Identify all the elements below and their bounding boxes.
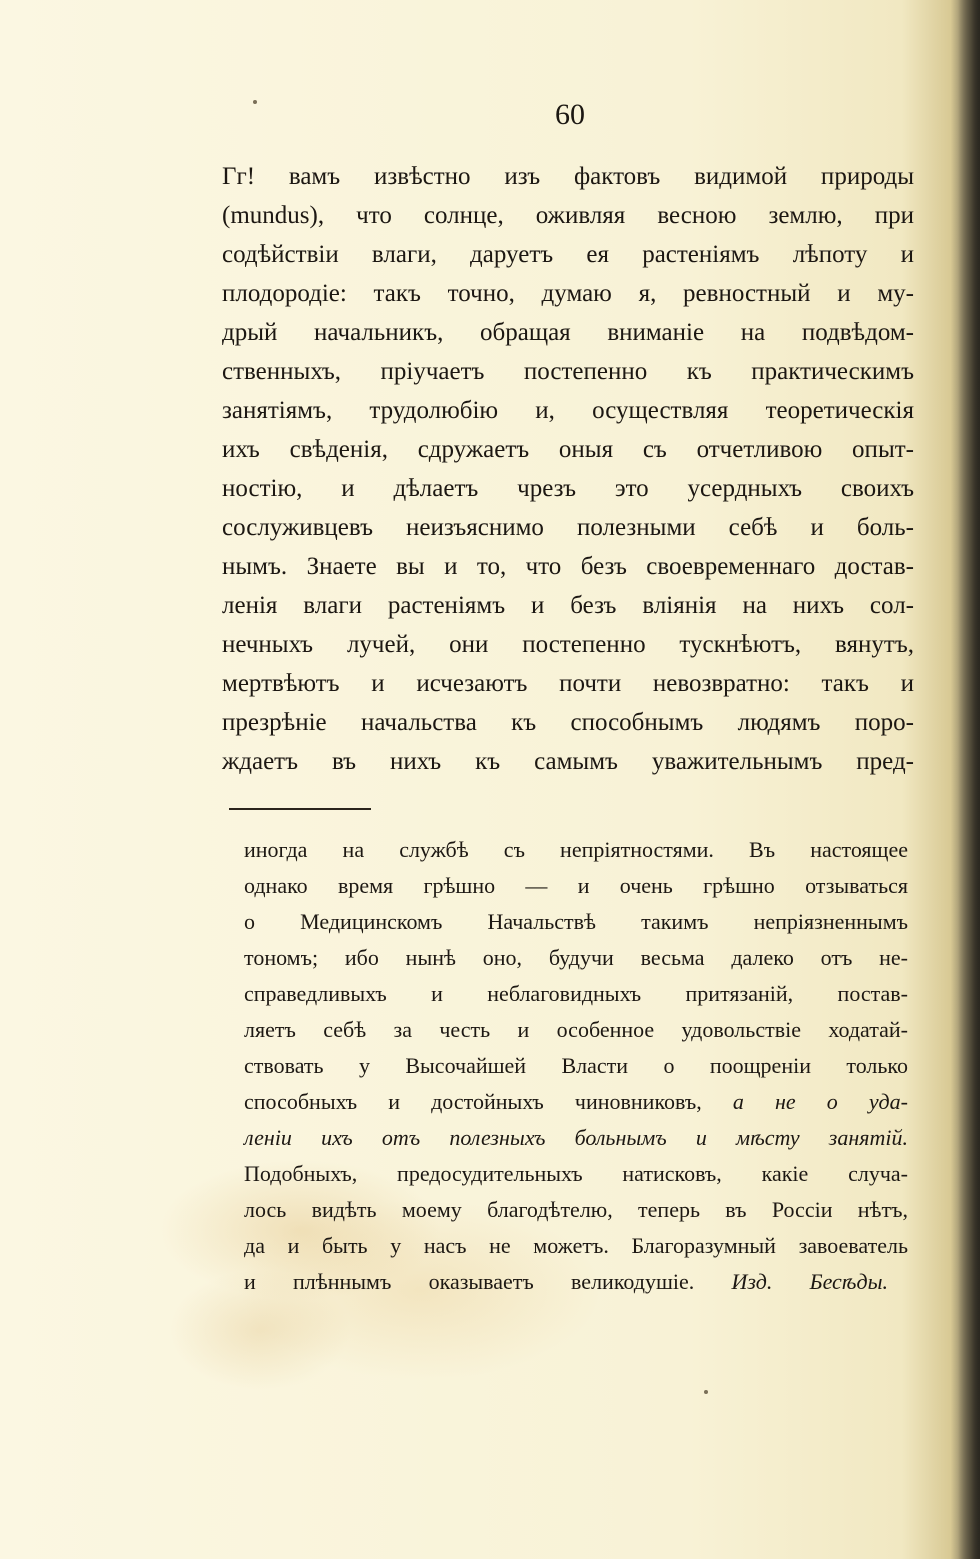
body-line: ственныхъ, пріучаетъ постепенно къ практическимъ [222, 358, 914, 385]
footnote-italic-text: а не о уда- [732, 1089, 908, 1114]
body-line: презрѣніе начальства къ способнымъ людямъ поро- [222, 709, 914, 736]
footnote-line: о Медицинскомъ Начальствѣ такимъ непріязненнымъ [244, 909, 908, 934]
body-line: ждаетъ въ нихъ къ самымъ уважительнымъ пред- [222, 748, 914, 775]
body-line: (mundus), что солнце, оживляя весною землю, при [222, 202, 914, 229]
page-spine-shadow [958, 0, 980, 1559]
body-line: сослуживцевъ неизъяснимо полезными себѣ и боль- [222, 514, 914, 541]
footnote-line: Подобныхъ, предосудительныхъ натисковъ, какіе случа- [244, 1161, 908, 1186]
body-line: ленія влаги растеніямъ и безъ вліянія на нихъ сол- [222, 592, 914, 619]
body-line: дрый начальникъ, обращая вниманіе на подвѣдом- [222, 319, 914, 346]
body-line: ихъ свѣденія, сдружаетъ оныя съ отчетливою опыт- [222, 436, 914, 463]
body-line: Гг! вамъ извѣстно изъ фактовъ видимой природы [222, 163, 914, 190]
footnote-line: иногда на службѣ съ непріятностями. Въ настоящее [244, 837, 908, 862]
footnote-text: и плѣннымъ оказываетъ великодушіе. [244, 1269, 695, 1294]
body-line: мертвѣютъ и исчезаютъ почти невозвратно: такъ и [222, 670, 914, 697]
body-line: нечныхъ лучей, они постепенно тускнѣютъ, вянутъ, [222, 631, 914, 658]
body-line: ностію, и дѣлаетъ чрезъ это усердныхъ своихъ [222, 475, 914, 502]
footnote-line: тономъ; ибо нынѣ оно, будучи весьма далеко отъ не- [244, 945, 908, 970]
body-line: занятіямъ, трудолюбію и, осуществляя теоретическія [222, 397, 914, 424]
footnote-separator [229, 808, 371, 810]
body-line: нымъ. Знаете вы и то, что безъ своевременнаго достав- [222, 553, 914, 580]
footnote-line [244, 1084, 908, 1120]
footnote-line: леніи ихъ отъ полезныхъ больнымъ и мѣсту занятій. [244, 1125, 908, 1150]
footnote-line: ствовать у Высочайшей Власти о поощреніи только [244, 1053, 908, 1078]
footnote-line: лось видѣть моему благодѣтелю, теперь въ Россіи нѣтъ, [244, 1197, 908, 1222]
ink-speck [704, 1390, 708, 1394]
page-number: 60 [555, 98, 585, 131]
footnote-line: однако время грѣшно — и очень грѣшно отзываться [244, 873, 908, 898]
footnote-attribution: Изд. Бесѣды. [731, 1269, 889, 1294]
body-line: плодородіе: такъ точно, думаю я, ревностный и му- [222, 280, 914, 307]
footnote-line [244, 1264, 888, 1300]
footnote-line: справедливыхъ и неблаговидныхъ притязаній, постав- [244, 981, 908, 1006]
body-line: содѣйствіи влаги, даруетъ ея растеніямъ лѣпоту и [222, 241, 914, 268]
footnote-line: да и быть у насъ не можетъ. Благоразумный завоеватель [244, 1233, 908, 1258]
footnote-text: способныхъ и достойныхъ чиновниковъ, [244, 1089, 702, 1114]
footnote-line: ляетъ себѣ за честь и особенное удовольствіе ходатай- [244, 1017, 908, 1042]
